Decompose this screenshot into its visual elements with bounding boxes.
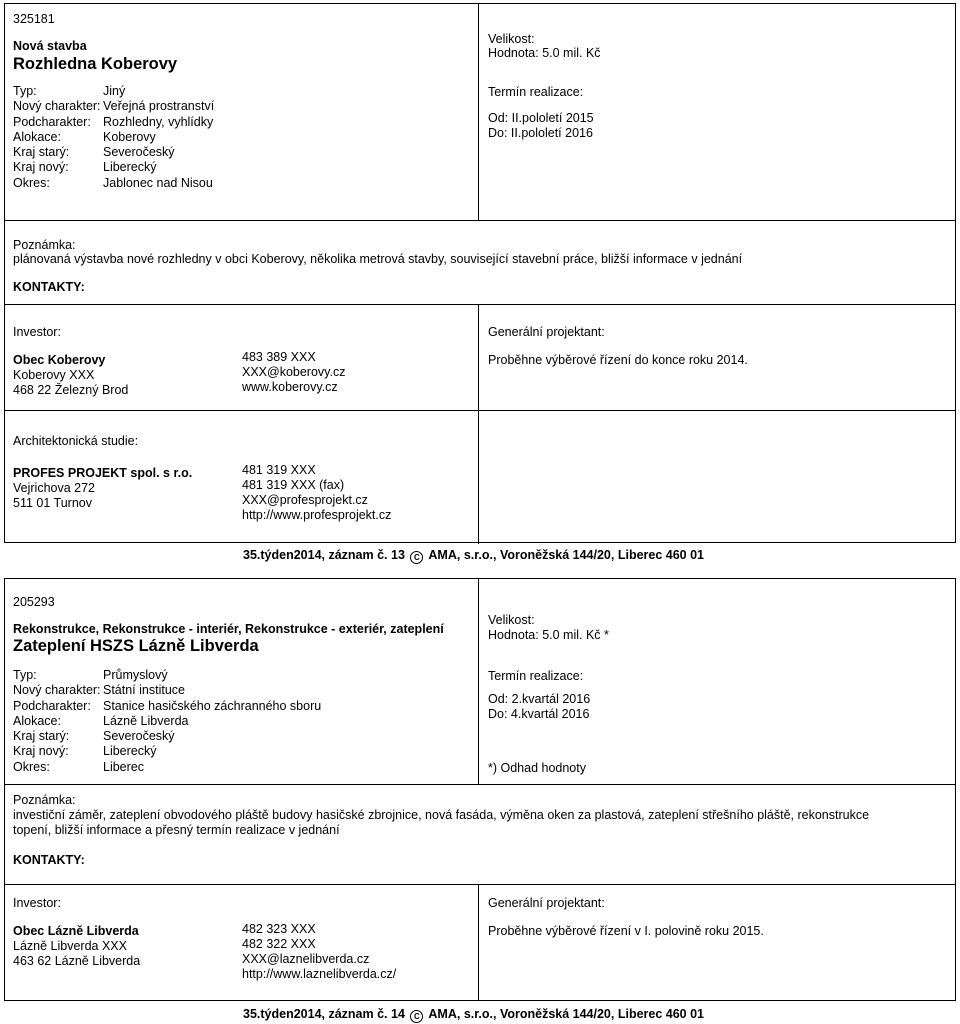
field-value: Lázně Libverda — [103, 713, 189, 728]
investor-address: Koberovy XXX — [13, 368, 95, 382]
copyright-icon: C — [410, 551, 423, 564]
architect-phone: 481 319 XXX — [242, 463, 316, 477]
footer-company: AMA, s.r.o., Voroněžská 144/20, Liberec 460 01 — [428, 1007, 705, 1021]
record-id: 325181 — [13, 12, 55, 26]
field-value: Liberecký — [103, 744, 157, 759]
field-value: Veřejná prostranství — [103, 99, 215, 114]
size-label: Velikost: — [488, 613, 535, 627]
field-value: Liberecký — [103, 160, 157, 175]
investor-label: Investor: — [13, 896, 61, 910]
architect-address: Vejrichova 272 — [13, 481, 96, 495]
investor-phone: 482 322 XXX — [242, 937, 316, 951]
field-label: Kraj starý: — [13, 729, 70, 744]
general-designer-label: Generální projektant: — [488, 896, 605, 910]
note-label: Poznámka: — [13, 793, 76, 807]
term-from: Od: II.pololetí 2015 — [488, 111, 594, 125]
contacts-heading: KONTAKTY: — [13, 853, 85, 867]
term-to: Do: 4.kvartál 2016 — [488, 707, 590, 721]
field-label: Okres: — [13, 175, 50, 190]
record-footer — [243, 1007, 704, 1023]
note-text: topení, bližší informace a přesný termín realizace v jednání — [13, 823, 340, 837]
field-value: Jablonec nad Nisou — [103, 175, 213, 190]
footer-company: AMA, s.r.o., Voroněžská 144/20, Liberec 460 01 — [428, 548, 705, 562]
note-label: Poznámka: — [13, 238, 76, 252]
section-divider — [5, 410, 955, 411]
investor-web: http://www.laznelibverda.cz/ — [242, 967, 397, 981]
record-205293 — [4, 578, 956, 1021]
term-from: Od: 2.kvartál 2016 — [488, 692, 591, 706]
field-label: Podcharakter: — [13, 698, 91, 713]
architect-fax: 481 319 XXX (fax) — [242, 478, 345, 492]
project-fields — [13, 84, 214, 191]
field-label: Kraj nový: — [13, 160, 69, 175]
column-divider — [478, 579, 479, 784]
field-label: Kraj starý: — [13, 145, 70, 160]
section-divider — [5, 784, 955, 785]
investor-address: Lázně Libverda XXX — [13, 939, 127, 953]
general-designer-text: Proběhne výběrové řízení v I. polovině roku 2015. — [488, 924, 764, 938]
investor-label: Investor: — [13, 325, 61, 339]
column-divider — [478, 304, 479, 410]
field-label: Typ: — [13, 84, 37, 98]
column-divider — [478, 4, 479, 220]
record-title: Rozhledna Koberovy — [13, 55, 178, 73]
field-label: Alokace: — [13, 713, 61, 728]
field-label: Podcharakter: — [13, 114, 91, 129]
term-label: Termín realizace: — [488, 85, 584, 99]
record-category: Nová stavba — [13, 39, 87, 53]
general-designer-label: Generální projektant: — [488, 325, 605, 339]
investor-phone: 482 323 XXX — [242, 922, 316, 936]
section-divider — [5, 220, 955, 221]
field-label: Nový charakter: — [13, 683, 101, 698]
field-label: Typ: — [13, 668, 37, 682]
architect-web: http://www.profesprojekt.cz — [242, 508, 392, 522]
note-text: plánovaná výstavba nové rozhledny v obci Koberovy, několika metrová stavby, související stavební práce, bližší informace v jednání — [13, 252, 743, 266]
field-value: Severočeský — [103, 145, 175, 160]
field-value: Státní instituce — [103, 683, 185, 698]
size-value: Hodnota: 5.0 mil. Kč — [488, 46, 601, 60]
record-id: 205293 — [13, 595, 55, 609]
note-text: investiční záměr, zateplení obvodového pláště budovy hasičské zbrojnice, nová fasáda, výměna oken za plastová, zateplení střešního pláště, rekonstrukce — [13, 808, 870, 822]
architect-address: 511 01 Turnov — [13, 496, 92, 510]
field-value: Stanice hasičského záchranného sboru — [103, 698, 322, 713]
investor-address: 468 22 Železný Brod — [13, 383, 129, 397]
field-label: Alokace: — [13, 129, 61, 144]
field-value: Rozhledny, vyhlídky — [103, 114, 214, 129]
investor-address: 463 62 Lázně Libverda — [13, 954, 141, 968]
size-label: Velikost: — [488, 32, 535, 46]
general-designer-text: Proběhne výběrové řízení do konce roku 2014. — [488, 353, 748, 367]
project-fields — [13, 668, 321, 775]
field-value: Severočeský — [103, 729, 175, 744]
field-value: Koberovy — [103, 129, 156, 144]
record-title: Zateplení HSZS Lázně Libverda — [13, 637, 259, 655]
column-divider — [478, 884, 479, 1001]
term-label: Termín realizace: — [488, 669, 584, 683]
footer-record-number: 35.týden2014, záznam č. 14 — [243, 1007, 405, 1021]
investor-name: Obec Koberovy — [13, 353, 106, 367]
record-category: Rekonstrukce, Rekonstrukce - interiér, Rekonstrukce - exteriér, zateplení — [13, 622, 444, 636]
record-325181 — [4, 3, 956, 562]
investor-email: XXX@koberovy.cz — [242, 365, 346, 379]
size-value: Hodnota: 5.0 mil. Kč * — [488, 628, 609, 642]
field-label: Kraj nový: — [13, 744, 69, 759]
copyright-icon: C — [410, 1010, 423, 1023]
column-divider — [478, 410, 479, 544]
architect-label: Architektonická studie: — [13, 434, 139, 448]
section-divider — [5, 884, 955, 885]
investor-phone: 483 389 XXX — [242, 350, 316, 364]
field-label: Nový charakter: — [13, 99, 101, 114]
term-to: Do: II.pololetí 2016 — [488, 126, 593, 140]
investor-web: www.koberovy.cz — [242, 380, 338, 394]
field-value: Jiný — [103, 84, 126, 98]
investor-email: XXX@laznelibverda.cz — [242, 952, 370, 966]
field-value: Liberec — [103, 759, 144, 774]
architect-name: PROFES PROJEKT spol. s r.o. — [13, 466, 193, 480]
field-value: Průmyslový — [103, 668, 168, 682]
record-footer — [243, 548, 704, 564]
field-label: Okres: — [13, 759, 50, 774]
architect-email: XXX@profesprojekt.cz — [242, 493, 368, 507]
footer-record-number: 35.týden2014, záznam č. 13 — [243, 548, 405, 562]
section-divider — [5, 304, 955, 305]
contacts-heading: KONTAKTY: — [13, 280, 85, 294]
investor-name: Obec Lázně Libverda — [13, 924, 139, 938]
estimate-note: *) Odhad hodnoty — [488, 761, 586, 775]
